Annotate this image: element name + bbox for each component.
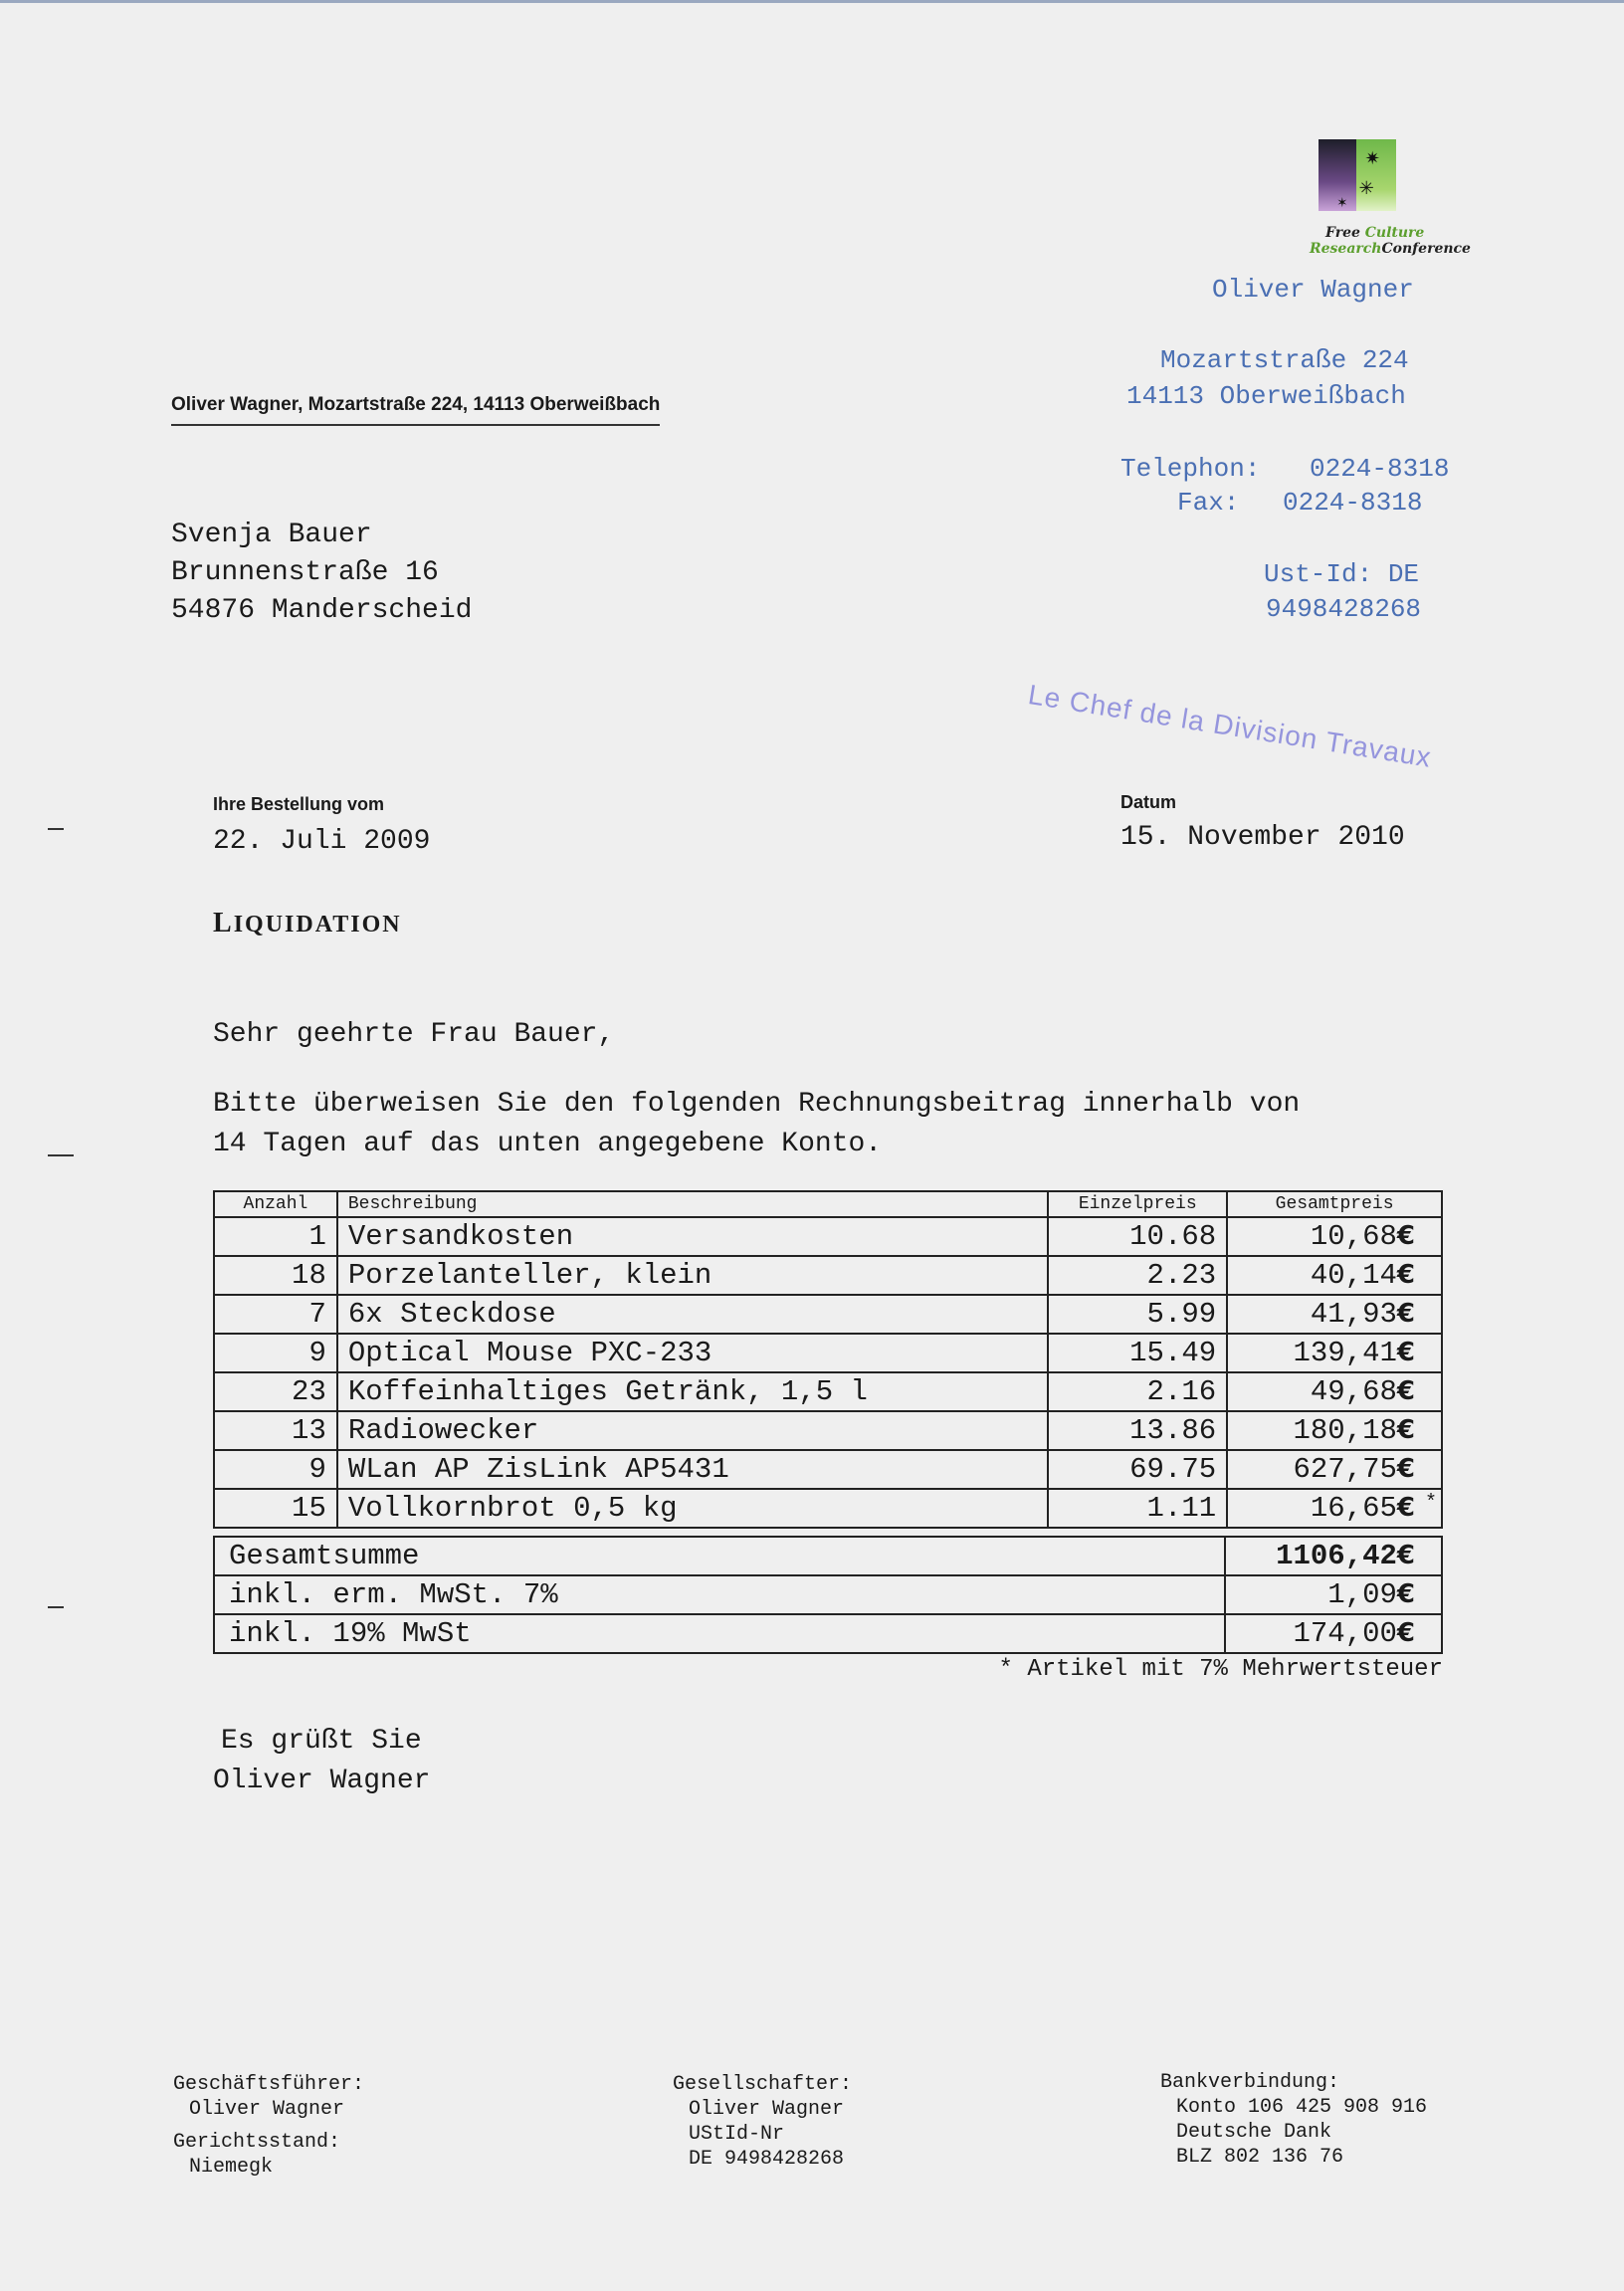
row-desc: Koffeinhaltiges Getränk, 1,5 l (337, 1372, 1048, 1411)
logo-line-2: ResearchConference (1310, 241, 1471, 257)
table-row (214, 1295, 1442, 1334)
footer-col-bank (1160, 2070, 1427, 2170)
table-row (214, 1372, 1442, 1411)
closing-name: Oliver Wagner (213, 1766, 431, 1796)
row-desc: Porzelanteller, klein (337, 1256, 1048, 1295)
sum-row-total (214, 1537, 1442, 1575)
date-label: Datum (1120, 792, 1177, 812)
return-address-line: Oliver Wagner, Mozartstraße 224, 14113 Oberweißbach (171, 394, 660, 426)
sender-vat-label: Ust-Id: DE (1264, 559, 1420, 589)
footer-value: UStId-Nr (689, 2123, 785, 2146)
recipient-name: Svenja Bauer (171, 520, 372, 550)
header-unit-price: Einzelpreis (1048, 1191, 1227, 1217)
sender-vat-number: 9498428268 (1266, 594, 1422, 624)
body-line-2: 14 Tagen auf das unten angegebene Konto. (213, 1129, 883, 1159)
reduced-vat-label: inkl. erm. MwSt. 7% (214, 1575, 1225, 1614)
row-total: 10,68€ (1227, 1217, 1442, 1256)
row-unit-price: 2.16 (1048, 1372, 1227, 1411)
invoice-items-table (213, 1190, 1443, 1529)
fold-mark (48, 828, 64, 830)
footer-value: DE 9498428268 (689, 2148, 845, 2171)
fold-mark (48, 1154, 74, 1156)
closing-greeting: Es grüßt Sie (221, 1726, 422, 1757)
salutation: Sehr geehrte Frau Bauer, (213, 1019, 615, 1050)
row-desc: WLan AP ZisLink AP5431 (337, 1450, 1048, 1489)
row-unit-price: 2.23 (1048, 1256, 1227, 1295)
row-qty: 1 (214, 1217, 337, 1256)
row-total: 40,14€ (1227, 1256, 1442, 1295)
invoice-sums-table (213, 1536, 1443, 1654)
star-icon: ✳ (1359, 175, 1374, 202)
table-row (214, 1256, 1442, 1295)
row-qty: 18 (214, 1256, 337, 1295)
vat-value: 174,00€ (1225, 1614, 1442, 1653)
row-total: 49,68€ (1227, 1372, 1442, 1411)
row-desc: Radiowecker (337, 1411, 1048, 1450)
row-desc: Vollkornbrot 0,5 kg (337, 1489, 1048, 1528)
sender-phone-label: Telephon: (1120, 454, 1261, 484)
row-total: 16,65€ * (1227, 1489, 1442, 1528)
footer-value: Niemegk (189, 2156, 274, 2179)
order-date: 22. Juli 2009 (213, 826, 431, 857)
sender-city: 14113 Oberweißbach (1126, 381, 1406, 411)
order-date-label: Ihre Bestellung vom (213, 794, 385, 814)
recipient-city: 54876 Manderscheid (171, 595, 473, 626)
footer-label: Gerichtsstand: (173, 2131, 341, 2154)
sender-phone: 0224-8318 (1310, 454, 1450, 484)
scan-edge (0, 0, 1624, 3)
body-line-1: Bitte überweisen Sie den folgenden Rechnungsbeitrag innerhalb von (213, 1089, 1301, 1120)
header-qty: Anzahl (214, 1191, 337, 1217)
table-row (214, 1450, 1442, 1489)
table-header-row (214, 1191, 1442, 1217)
row-desc: Optical Mouse PXC-233 (337, 1334, 1048, 1372)
row-qty: 7 (214, 1295, 337, 1334)
invoice-date: 15. November 2010 (1120, 822, 1405, 853)
logo-line-1: Free Culture (1325, 225, 1425, 241)
row-unit-price: 5.99 (1048, 1295, 1227, 1334)
vat-label: inkl. 19% MwSt (214, 1614, 1225, 1653)
footer-value: Oliver Wagner (689, 2098, 845, 2121)
row-total: 180,18€ (1227, 1411, 1442, 1450)
footer-label: Gesellschafter: (673, 2073, 853, 2096)
footnote: * Artikel mit 7% Mehrwertsteuer (998, 1656, 1443, 1683)
total-label: Gesamtsumme (214, 1537, 1225, 1575)
sum-row-vat (214, 1614, 1442, 1653)
star-icon: ✶ (1337, 194, 1347, 212)
header-total-price: Gesamtpreis (1227, 1191, 1442, 1217)
fold-mark (48, 1606, 64, 1608)
recipient-street: Brunnenstraße 16 (171, 557, 439, 588)
sender-street: Mozartstraße 224 (1160, 345, 1409, 375)
row-unit-price: 10.68 (1048, 1217, 1227, 1256)
footer-value: Konto 106 425 908 916 (1176, 2096, 1428, 2119)
row-qty: 15 (214, 1489, 337, 1528)
sum-row-reduced-vat (214, 1575, 1442, 1614)
table-row (214, 1489, 1442, 1528)
document-title: LIQUIDATION (213, 908, 402, 938)
row-qty: 13 (214, 1411, 337, 1450)
row-unit-price: 69.75 (1048, 1450, 1227, 1489)
row-qty: 9 (214, 1450, 337, 1489)
department-stamp: Le Chef de la Division Travaux (1026, 679, 1434, 773)
table-row (214, 1334, 1442, 1372)
total-value: 1106,42€ (1225, 1537, 1442, 1575)
sender-name: Oliver Wagner (1212, 275, 1414, 305)
star-icon: ✷ (1365, 145, 1380, 172)
row-unit-price: 13.86 (1048, 1411, 1227, 1450)
row-unit-price: 15.49 (1048, 1334, 1227, 1372)
footer-label: Geschäftsführer: (173, 2073, 365, 2096)
footer-col-management (173, 2072, 364, 2180)
reduced-vat-value: 1,09€ (1225, 1575, 1442, 1614)
row-qty: 9 (214, 1334, 337, 1372)
row-qty: 23 (214, 1372, 337, 1411)
row-total: 41,93€ (1227, 1295, 1442, 1334)
conference-logo (1310, 139, 1471, 261)
footer-col-shareholder (673, 2072, 852, 2172)
footer-value: Oliver Wagner (189, 2098, 345, 2121)
row-unit-price: 1.11 (1048, 1489, 1227, 1528)
row-desc: 6x Steckdose (337, 1295, 1048, 1334)
footer-value: Deutsche Dank (1176, 2121, 1332, 2144)
footer-label: Bankverbindung: (1160, 2071, 1340, 2094)
row-total: 627,75€ (1227, 1450, 1442, 1489)
row-desc: Versandkosten (337, 1217, 1048, 1256)
row-total: 139,41€ (1227, 1334, 1442, 1372)
sender-fax: 0224-8318 (1283, 488, 1423, 518)
footer-value: BLZ 802 136 76 (1176, 2146, 1344, 2169)
table-row (214, 1411, 1442, 1450)
sender-fax-label: Fax: (1177, 488, 1240, 518)
header-desc: Beschreibung (337, 1191, 1048, 1217)
table-row (214, 1217, 1442, 1256)
